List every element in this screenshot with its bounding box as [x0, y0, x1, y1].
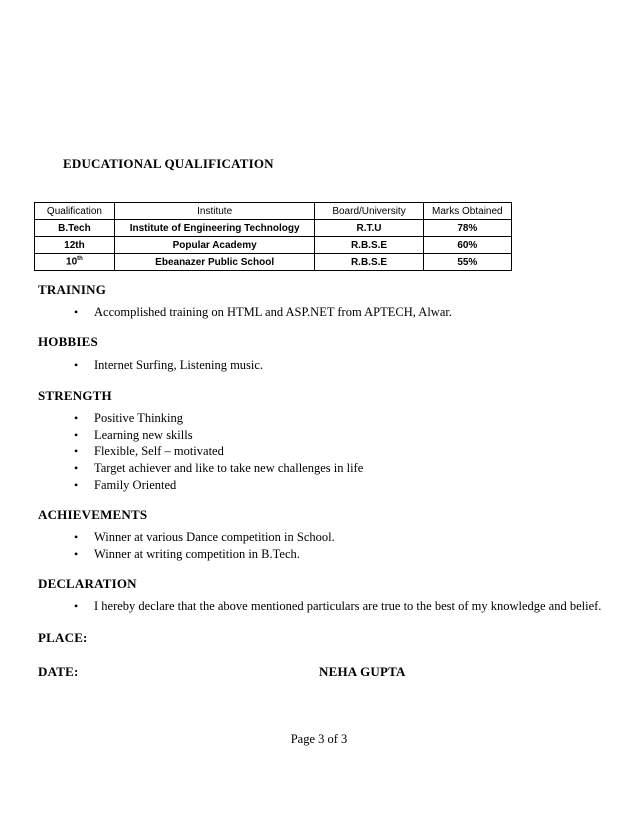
column-header-marks: Marks Obtained — [423, 203, 511, 220]
cell-marks: 55% — [423, 254, 511, 271]
education-table — [34, 202, 512, 271]
table-row — [35, 220, 512, 237]
list-item: • Target achiever and like to take new challenges in life — [70, 460, 363, 477]
cell-marks: 60% — [423, 237, 511, 254]
qualification-text: 10 — [66, 256, 78, 268]
signature-name: NEHA GUPTA — [319, 664, 406, 679]
list-item: • Flexible, Self – motivated — [70, 443, 363, 460]
cell-institute: Popular Academy — [114, 237, 315, 254]
achievements-heading: ACHIEVEMENTS — [38, 507, 148, 522]
list-item: • Learning new skills — [70, 427, 363, 444]
page-footer: Page 3 of 3 — [290, 732, 348, 746]
training-heading: TRAINING — [38, 282, 107, 297]
column-header-qualification: Qualification — [35, 203, 115, 220]
achievements-list — [70, 529, 335, 562]
strength-heading: STRENGTH — [38, 388, 112, 403]
column-header-board: Board/University — [315, 203, 423, 220]
cell-board: R.B.S.E — [315, 237, 423, 254]
cell-qualification — [35, 254, 115, 271]
list-item: • Positive Thinking — [70, 410, 363, 427]
cell-board: R.T.U — [315, 220, 423, 237]
cell-institute: Ebeanazer Public School — [114, 254, 315, 271]
cell-board: R.B.S.E — [315, 254, 423, 271]
table-row — [35, 254, 512, 271]
table-header-row — [35, 203, 512, 220]
list-item: • Family Oriented — [70, 477, 363, 494]
education-heading: EDUCATIONAL QUALIFICATION — [63, 156, 274, 171]
place-label: PLACE: — [38, 630, 88, 645]
declaration-heading: DECLARATION — [38, 576, 137, 591]
table-row — [35, 237, 512, 254]
ordinal-suffix: th — [77, 256, 83, 263]
cell-qualification: 12th — [35, 237, 115, 254]
column-header-institute: Institute — [114, 203, 315, 220]
cell-marks: 78% — [423, 220, 511, 237]
hobbies-list — [70, 357, 263, 374]
list-item: • Accomplished training on HTML and ASP.NET from APTECH, Alwar. — [70, 304, 452, 321]
cell-institute: Institute of Engineering Technology — [114, 220, 315, 237]
list-item: • Winner at writing competition in B.Tech. — [70, 546, 335, 563]
list-item: • I hereby declare that the above mentioned particulars are true to the best of my knowledge and belief. — [70, 598, 601, 615]
list-item: • Internet Surfing, Listening music. — [70, 357, 263, 374]
hobbies-heading: HOBBIES — [38, 334, 98, 349]
declaration-list — [70, 598, 601, 615]
cell-qualification: B.Tech — [35, 220, 115, 237]
date-label: DATE: — [38, 664, 79, 679]
strength-list — [70, 410, 363, 493]
training-list — [70, 304, 452, 321]
list-item: • Winner at various Dance competition in School. — [70, 529, 335, 546]
